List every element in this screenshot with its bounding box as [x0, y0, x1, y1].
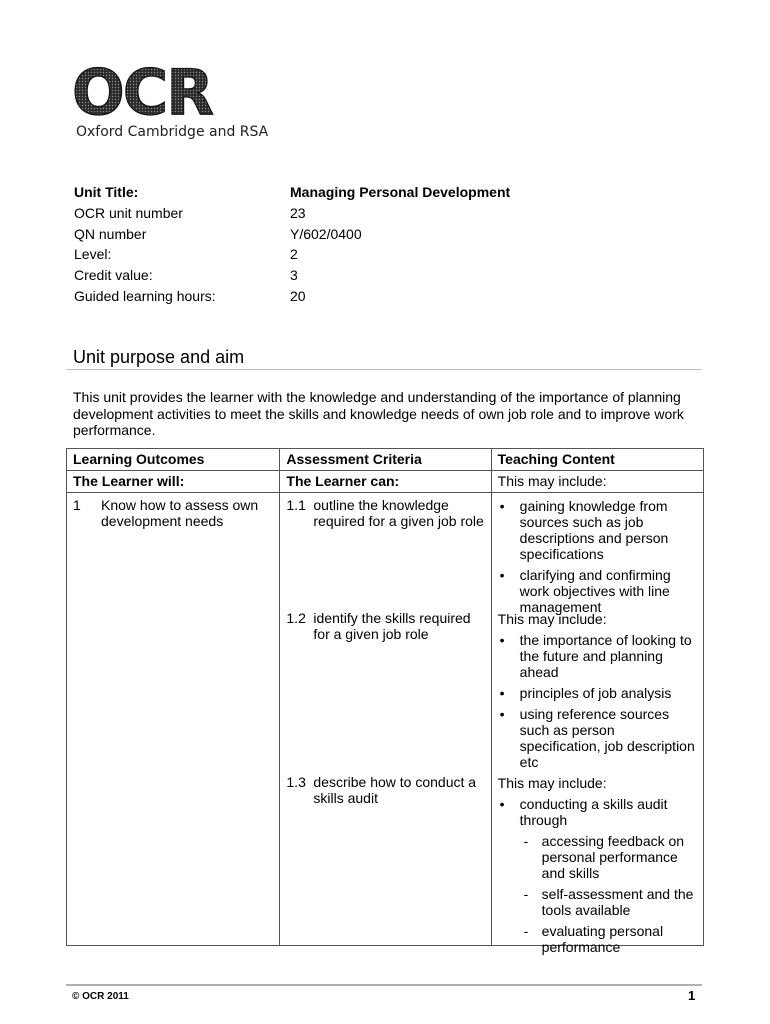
content-sub-item [498, 923, 697, 955]
bullet-marker: • [499, 632, 505, 648]
column-subheader: The Learner will: [67, 471, 280, 493]
unit-info-value: 3 [290, 267, 298, 284]
unit-info-label: Unit Title: [74, 184, 139, 200]
learning-outcome [73, 493, 273, 529]
criterion-number: 1.2 [286, 610, 306, 626]
unit-info-row [74, 203, 510, 224]
content-lead: This may include: [497, 611, 607, 627]
unit-info-value: Managing Personal Development [290, 184, 511, 200]
content-sub-item [498, 833, 697, 881]
bullet-marker: • [499, 498, 505, 514]
unit-info-row [74, 265, 510, 286]
column-header: Teaching Content [491, 449, 703, 471]
unit-info-label: OCR unit number [74, 204, 183, 221]
sub-item-text: evaluating personal performance [541, 923, 664, 955]
learning-outcome-cell [67, 493, 280, 946]
table-header-row [67, 449, 704, 471]
teaching-content-block [497, 775, 697, 955]
section-divider [66, 369, 702, 370]
content-bullet [498, 567, 697, 615]
unit-info-label: Credit value: [74, 267, 153, 284]
ocr-logo-graphic [72, 62, 262, 120]
unit-info-value: Y/602/0400 [290, 225, 362, 242]
dash-marker: - [523, 923, 529, 939]
unit-info-label: Guided learning hours: [74, 287, 216, 304]
dash-marker: - [523, 886, 529, 902]
section-title: Unit purpose and aim [73, 347, 245, 367]
criterion-text: describe how to conduct a skills audit [313, 774, 477, 806]
criterion [286, 774, 484, 944]
bullet-marker: • [499, 706, 505, 722]
assessment-criteria-cell [280, 493, 491, 946]
column-subheader: This may include: [491, 471, 703, 493]
footer-divider [66, 984, 702, 986]
unit-info-label: QN number [74, 225, 147, 242]
unit-info-row [74, 244, 510, 265]
column-header: Learning Outcomes [67, 449, 280, 471]
criterion-text: identify the skills required for a given job role [313, 610, 471, 642]
bullet-text: the importance of looking to the future and planning ahead [519, 632, 692, 680]
content-sub-item [498, 886, 697, 918]
sub-item-text: accessing feedback on personal performance and skills [541, 833, 685, 881]
content-lead: This may include: [497, 775, 607, 791]
bullet-text: using reference sources such as person specification, job description etc [519, 706, 695, 770]
bullet-marker: • [499, 567, 505, 583]
bullet-text: principles of job analysis [519, 685, 672, 701]
content-bullet [498, 796, 697, 828]
unit-info-row [74, 286, 510, 307]
unit-info-value: 20 [290, 287, 306, 304]
ocr-logo [72, 62, 262, 120]
page-number: 1 [688, 988, 696, 1003]
table-subheader-row [67, 471, 704, 493]
unit-info-value: 2 [290, 246, 298, 263]
bullet-text: clarifying and confirming work objectives with line management [519, 567, 671, 615]
bullet-marker: • [499, 685, 505, 701]
table-row [67, 493, 704, 946]
unit-info-row [74, 182, 510, 203]
content-bullet [498, 498, 697, 562]
teaching-content-block [498, 498, 697, 615]
outcomes-table [66, 448, 704, 955]
outcome-text: Know how to assess own development needs [101, 497, 259, 529]
unit-info-label: Level: [74, 246, 112, 263]
dash-marker: - [523, 833, 529, 849]
sub-item-text: self-assessment and the tools available [541, 886, 694, 918]
criterion [286, 493, 484, 610]
purpose-text: This unit provides the learner with the knowledge and understanding of the importance of planning development activities to meet the skills and knowledge needs of own job role and to improve work performance. [73, 389, 684, 439]
unit-info [74, 182, 510, 307]
criterion [286, 610, 484, 774]
criterion-number: 1.1 [286, 497, 306, 513]
teaching-content-block [498, 611, 697, 775]
column-header: Assessment Criteria [280, 449, 491, 471]
criterion-number: 1.3 [286, 774, 306, 790]
bullet-text: conducting a skills audit through [519, 796, 668, 828]
teaching-content-cell [491, 493, 703, 955]
footer-copyright: © OCR 2011 [72, 991, 129, 1002]
content-bullet [498, 632, 697, 680]
bullet-marker: • [499, 796, 505, 812]
criterion-text: outline the knowledge required for a given job role [313, 497, 484, 529]
unit-info-value: 23 [290, 204, 306, 221]
unit-info-row [74, 224, 510, 245]
outcome-number: 1 [73, 497, 81, 513]
svg-text:OCR: OCR [72, 62, 212, 120]
content-bullet [498, 685, 697, 701]
logo-subtitle: Oxford Cambridge and RSA [76, 124, 269, 140]
bullet-text: gaining knowledge from sources such as job descriptions and person specifications [519, 498, 669, 562]
content-bullet [498, 706, 697, 770]
column-subheader: The Learner can: [280, 471, 491, 493]
